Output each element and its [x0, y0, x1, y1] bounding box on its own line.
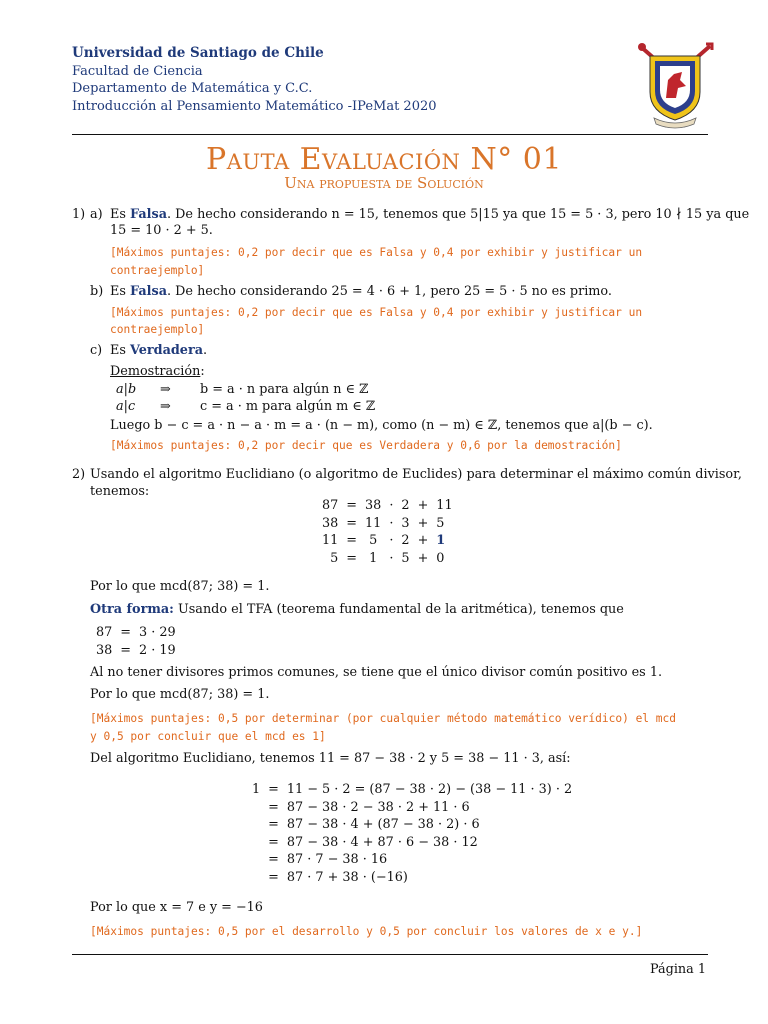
q1a-verdict: Falsa: [129, 207, 168, 222]
q2-score-a-line1: [Máximos puntajes: 0,5 por determinar (por cualquier método matemático verídico) el mcd: [90, 712, 676, 725]
demo-line1-arrow: ⇒: [160, 382, 171, 397]
q1b-verdict: Falsa: [129, 284, 168, 299]
euclid-cell: ·: [389, 550, 394, 566]
q2-mcd-result1: Por lo que mcd(87; 38) = 1.: [90, 579, 270, 594]
q2-xy-result: Por lo que x = 7 e y = −16: [90, 900, 263, 915]
demo-line2-left: a|c: [116, 399, 136, 414]
q2-intro-line2: tenemos:: [90, 484, 150, 499]
tfa-cell: 3 · 29: [139, 625, 176, 640]
bezout-cell: [248, 851, 264, 869]
q1c-prefix: Es: [110, 343, 130, 358]
q1b-score-line1: [Máximos puntajes: 0,2 por decir que es Falsa y 0,4 por exhibir y justificar un: [110, 306, 643, 319]
euclid-cell: 2: [401, 498, 410, 513]
bezout-cell: 11 − 5 · 2 = (87 − 38 · 2) − (38 − 11 · 3) · 2: [286, 782, 573, 797]
q2-euclid-derivation: Del algoritmo Euclidiano, tenemos 11 = 87 − 38 · 2 y 5 = 38 − 11 · 3, así:: [90, 751, 571, 766]
q1b-explanation: . De hecho considerando 25 = 4 · 6 + 1, pero 25 = 5 · 5 no es primo.: [167, 284, 612, 299]
tfa-cell: 38: [96, 642, 113, 658]
euclid-cell: 5: [436, 515, 445, 531]
euclid-cell: 11: [322, 533, 339, 548]
faculty-name: Facultad de Ciencia: [72, 63, 203, 79]
tfa-table: [92, 624, 180, 659]
bezout-cell: =: [268, 799, 279, 815]
euclid-cell: 11: [365, 515, 382, 531]
q1b-prefix: Es: [110, 284, 130, 299]
q1a-prefix: Es: [110, 207, 130, 222]
euclid-row: [318, 532, 457, 550]
otra-forma-text: Usando el TFA (teorema fundamental de la aritmética), tenemos que: [173, 602, 624, 617]
euclid-row: [318, 497, 457, 515]
q1c-verdict: Verdadera: [129, 343, 203, 358]
demo-line1-right: b = a · n para algún n ∈ ℤ: [200, 382, 369, 397]
euclid-cell: =: [346, 533, 358, 548]
tfa-cell: =: [120, 642, 132, 658]
euclid-cell: 5: [330, 550, 339, 566]
demo-label: Demostración: [110, 364, 201, 379]
tfa-cell: 2 · 19: [139, 642, 176, 658]
bezout-row: [248, 851, 576, 869]
university-name: Universidad de Santiago de Chile: [72, 45, 324, 61]
euclid-cell: 5: [369, 533, 378, 548]
bezout-cell: =: [268, 817, 279, 832]
bezout-cell: 87 · 7 + 38 · (−16): [286, 869, 408, 885]
euclid-cell: +: [417, 550, 429, 566]
euclid-cell: =: [346, 515, 358, 531]
euclid-cell: =: [346, 498, 358, 513]
euclid-cell: +: [417, 515, 429, 531]
tfa-row: [92, 642, 180, 660]
q1c-text: [110, 343, 207, 359]
q1a-label: a): [90, 207, 103, 222]
page-number: Página 1: [649, 962, 706, 977]
q2-no-common-divisors: Al no tener divisores primos comunes, se tiene que el único divisor común positivo es 1.: [90, 665, 663, 680]
q1a-line2: 15 = 10 · 2 + 5.: [110, 223, 213, 238]
header-block: [72, 45, 437, 115]
demo-line2-arrow: ⇒: [160, 399, 171, 414]
euclid-cell: ·: [389, 498, 394, 513]
bezout-cell: 87 − 38 · 4 + 87 · 6 − 38 · 12: [286, 834, 478, 850]
q1a-explanation: . De hecho considerando n = 15, tenemos que 5|15 ya que 15 = 5 · 3, pero 10 ∤ 15 ya que: [167, 207, 750, 222]
euclid-cell: 5: [401, 550, 410, 566]
footer-rule: [72, 954, 708, 955]
q1a-score-line1: [Máximos puntajes: 0,2 por decir que es Falsa y 0,4 por exhibir y justificar un: [110, 246, 643, 259]
q2-otra-forma: [90, 602, 624, 618]
demo-colon: :: [200, 364, 205, 379]
euclid-cell: 3: [401, 515, 410, 531]
q1b-score-line2: contraejemplo]: [110, 323, 205, 336]
bezout-cell: [248, 834, 264, 852]
euclid-cell: 38: [365, 498, 382, 513]
bezout-cell: 87 − 38 · 4 + (87 − 38 · 2) · 6: [286, 817, 480, 832]
q1c-score: [Máximos puntajes: 0,2 por decir que es Verdadera y 0,6 por la demostración]: [110, 439, 622, 452]
bezout-cell: 87 − 38 · 2 − 38 · 2 + 11 · 6: [286, 799, 470, 815]
course-name: Introducción al Pensamiento Matemático -IPeMat 2020: [72, 98, 437, 114]
bezout-row: [248, 869, 576, 887]
bezout-row: [248, 781, 576, 799]
euclid-cell: 2: [401, 533, 410, 548]
euclid-algorithm-table: [318, 497, 457, 567]
bezout-cell: [248, 799, 264, 817]
q1c-demo-heading: [110, 364, 205, 380]
header-rule: [72, 134, 708, 135]
bezout-cell: =: [268, 834, 279, 850]
euclid-cell: 1: [369, 550, 378, 566]
q2-intro-line1: Usando el algoritmo Euclidiano (o algoritmo de Euclides) para determinar el máximo común divisor,: [90, 467, 742, 482]
q1-number: 1): [72, 207, 86, 222]
tfa-cell: 87: [96, 625, 113, 640]
euclid-cell: ·: [389, 533, 394, 548]
bezout-cell: 1: [252, 782, 261, 797]
q1a-text: [110, 207, 749, 223]
demo-line1-left: a|b: [116, 382, 137, 397]
euclid-row: [318, 515, 457, 533]
q2-score-a-line2: y 0,5 por concluir que el mcd es 1]: [90, 730, 326, 743]
demo-conclusion: Luego b − c = a · n − a · m = a · (n − m), como (n − m) ∈ ℤ, tenemos que a|(b − c).: [110, 418, 653, 433]
euclid-cell: 11: [436, 498, 453, 513]
q1c-period: .: [203, 343, 208, 358]
bezout-cell: [248, 869, 264, 887]
q2-mcd-result2: Por lo que mcd(87; 38) = 1.: [90, 687, 270, 702]
tfa-row: [92, 624, 180, 642]
bezout-cell: =: [268, 869, 279, 885]
page-title: Pauta Evaluación N° 01: [206, 142, 562, 177]
euclid-row: [318, 550, 457, 568]
bezout-row: [248, 834, 576, 852]
q1c-label: c): [90, 343, 103, 358]
q2-number: 2): [72, 467, 86, 482]
bezout-row: [248, 799, 576, 817]
euclid-cell: +: [417, 498, 429, 513]
bezout-cell: =: [268, 782, 279, 797]
q1b-text: [110, 284, 612, 300]
q1a-score-line2: contraejemplo]: [110, 264, 205, 277]
page-subtitle: Una propuesta de Solución: [284, 174, 484, 192]
q2-score-b: [Máximos puntajes: 0,5 por el desarrollo y 0,5 por concluir los valores de x e y.]: [90, 925, 643, 938]
euclid-remainder-one: 1: [436, 533, 446, 548]
otra-forma-label: Otra forma:: [90, 602, 174, 617]
q1b-label: b): [90, 284, 104, 299]
bezout-cell: 87 · 7 − 38 · 16: [286, 852, 388, 867]
euclid-cell: 0: [436, 550, 445, 566]
tfa-cell: =: [120, 625, 132, 640]
euclid-cell: =: [346, 550, 358, 566]
euclid-cell: 87: [322, 498, 339, 513]
bezout-row: [248, 816, 576, 834]
euclid-cell: +: [417, 533, 429, 548]
university-crest-icon: [636, 42, 714, 130]
bezout-derivation-table: [248, 781, 576, 886]
bezout-cell: [248, 816, 264, 834]
department-name: Departamento de Matemática y C.C.: [72, 81, 313, 96]
euclid-cell: ·: [389, 515, 394, 531]
demo-line2-right: c = a · m para algún m ∈ ℤ: [200, 399, 376, 414]
bezout-cell: =: [268, 852, 279, 867]
euclid-cell: 38: [322, 515, 339, 531]
